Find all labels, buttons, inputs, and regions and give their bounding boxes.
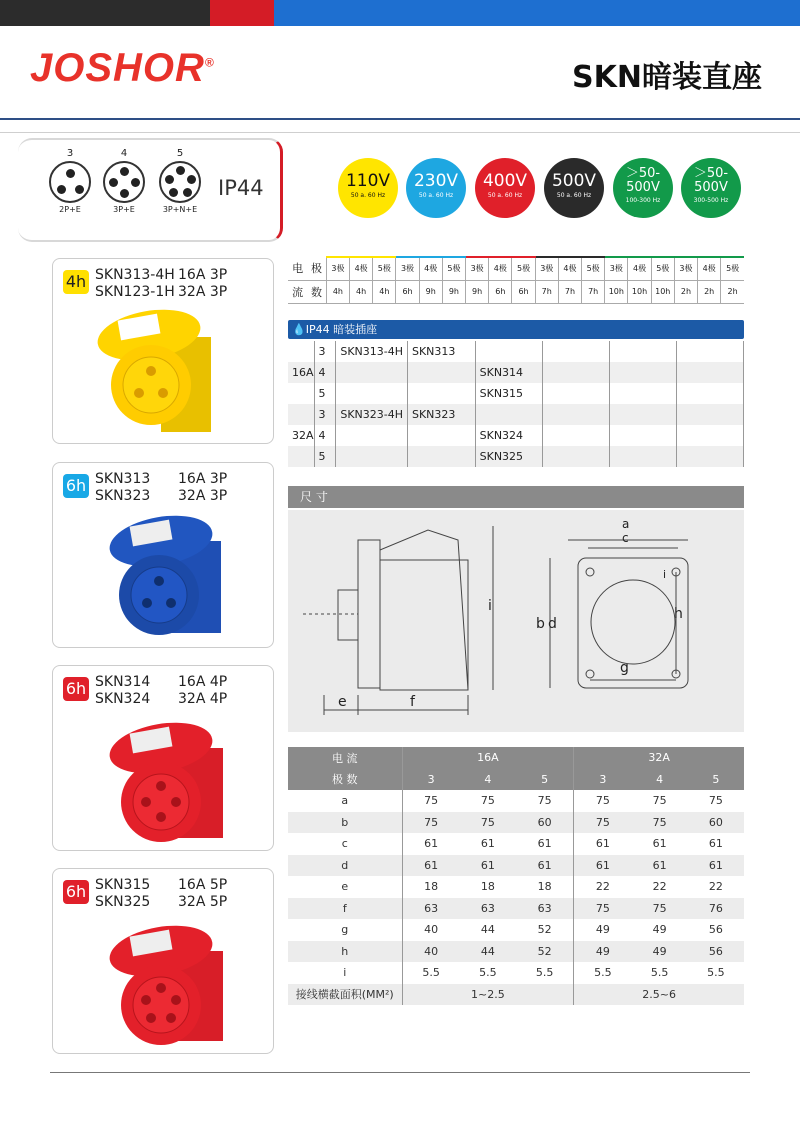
hour-cell: 7h [535, 280, 558, 303]
dims-pole-cell: 3 [574, 769, 632, 791]
model-cell-empty [677, 446, 744, 467]
model-cell: SKN325 [475, 446, 543, 467]
dims-cell: 49 [632, 941, 688, 963]
model-cell-empty [610, 446, 677, 467]
model-cell-empty [677, 404, 744, 425]
header-divider-thin [0, 132, 800, 133]
dims-row [288, 876, 744, 898]
hour-cell: 10h [605, 280, 628, 303]
hour-cell: 2h [674, 280, 697, 303]
pole-cell: 5极 [582, 257, 605, 280]
dims-cell: 56 [688, 941, 744, 963]
dims-cell: 75 [632, 812, 688, 834]
dims-row [288, 898, 744, 920]
dims-cell: 61 [516, 833, 574, 855]
dims-pole-cell: 4 [632, 769, 688, 791]
dims-cell: 75 [652, 794, 667, 808]
model-cell [475, 341, 543, 362]
pole-hour-table: 电 极 3极 4极 5极 3极 4极 5极 3极 4极 5极 3极 4极 5极 3极 4极 5极 3极 4极 5极 流 数 4h 4h 4h 6h 9h 9h 9h 6h 6h 7h 7h 7h 10h 10h 10h 2h 2h 2h [288, 256, 744, 302]
model-cell: 4 [314, 425, 336, 446]
model-cell [288, 404, 314, 425]
product-card-red-5p: 6h SKN315 SKN325 16A 5P 32A 5P [52, 868, 274, 1054]
dims-cell: g [288, 919, 402, 941]
hour-cell: 7h [558, 280, 581, 303]
footer-divider [50, 1072, 750, 1073]
model-cell: 3 [314, 404, 336, 425]
dims-cell: 75 [424, 794, 439, 808]
dims-cell: 18 [480, 880, 495, 894]
dims-cell: 44 [480, 923, 495, 937]
dims-wire-cell: 接线横截面积(MM²) [288, 984, 402, 1006]
dims-cell: c [288, 833, 402, 855]
dim-label-d: d [548, 616, 557, 632]
dims-cell: 18 [424, 880, 439, 894]
model-cell [407, 383, 475, 404]
dims-row [288, 919, 744, 941]
model-cell-empty [677, 425, 744, 446]
dims-cell: d [288, 855, 402, 877]
hour-cell: 9h [419, 280, 442, 303]
model-cell: SKN323 [407, 404, 475, 425]
dims-cell: 61 [688, 855, 744, 877]
hour-badge: 6h [63, 474, 89, 498]
model-cell: SKN323-4H [336, 404, 408, 425]
pin-5: 5 3P+N+E [156, 148, 204, 214]
dims-cell: 5.5 [650, 966, 669, 980]
model-cell: SKN314 [475, 362, 543, 383]
hour-cell: 2h [698, 280, 721, 303]
dims-cell: 61 [424, 837, 439, 851]
dims-cell: 76 [688, 898, 744, 920]
dim-label-b: b [536, 616, 545, 632]
pole-cell: 3极 [466, 257, 489, 280]
hour-cell: 7h [582, 280, 605, 303]
voltage-50-500-b: ＞50-500V 300-500 Hz [681, 158, 741, 218]
socket-red-5p-icon [91, 921, 231, 1051]
model-cell-empty [677, 362, 744, 383]
pole-cell: 4极 [419, 257, 442, 280]
model-cell-empty [543, 383, 610, 404]
pole-cell: 4极 [489, 257, 512, 280]
pole-cell: 3极 [605, 257, 628, 280]
size-header: 尺 寸 [288, 486, 744, 508]
dims-row [288, 962, 744, 984]
hour-cell: 4h [350, 280, 373, 303]
model-cell-empty [677, 341, 744, 362]
model-cell [336, 383, 408, 404]
pole-cell: 5极 [651, 257, 674, 280]
dims-row [288, 833, 744, 855]
model-cell: 32A [288, 425, 314, 446]
hour-cell: 6h [396, 280, 419, 303]
voltage-230: 230V 50 a. 60 Hz [406, 158, 466, 218]
hour-cell: 4h [373, 280, 396, 303]
model-cell-empty [677, 383, 744, 404]
model-cell: 4 [314, 362, 336, 383]
top-color-bar [0, 0, 800, 26]
dims-cell: 22 [708, 880, 723, 894]
dims-header-row [288, 747, 744, 769]
dims-cell: 5.5 [516, 962, 574, 984]
dims-pole-cell: 极 数 [288, 769, 402, 791]
dims-cell: 75 [632, 898, 688, 920]
dim-label-i: i [488, 598, 492, 614]
model-cell: SKN315 [475, 383, 543, 404]
dims-cell: 61 [595, 837, 610, 851]
dim-label-g: g [620, 660, 629, 676]
model-cell [288, 446, 314, 467]
product-card-yellow: 4h SKN313-4H SKN123-1H 16A 3P 32A 3P [52, 258, 274, 444]
model-cell-empty [543, 446, 610, 467]
dims-cell: 52 [516, 941, 574, 963]
dims-cell: a [288, 790, 402, 812]
dims-wire-row [288, 984, 744, 1006]
dims-cell: 5.5 [479, 966, 497, 980]
ip-rating: IP44 [218, 176, 264, 200]
dim-label-f: f [410, 694, 415, 710]
dim-label-c: c [622, 531, 629, 545]
dims-cell: 44 [460, 941, 516, 963]
dims-pole-cell: 4 [460, 769, 516, 791]
model-cell [336, 425, 408, 446]
model-cell: 5 [314, 446, 336, 467]
model-cell-empty [610, 341, 677, 362]
model-cell: SKN313 [407, 341, 475, 362]
dimension-diagram [288, 510, 744, 732]
pole-cell: 5极 [442, 257, 465, 280]
model-cell [336, 362, 408, 383]
pole-cell: 4极 [350, 257, 373, 280]
dims-cell: 75 [480, 794, 495, 808]
model-cell-empty [610, 425, 677, 446]
dims-poles-row [288, 769, 744, 791]
socket-5pin-icon [159, 161, 201, 203]
model-cell-empty [610, 383, 677, 404]
model-cell: SKN313-4H [336, 341, 408, 362]
dims-cell: e [288, 876, 402, 898]
dims-cell: 61 [402, 855, 460, 877]
dims-cell: 75 [595, 794, 610, 808]
model-row [288, 425, 744, 446]
model-cell [288, 383, 314, 404]
dims-cell: 5.5 [707, 966, 725, 980]
model-cell [407, 446, 475, 467]
brand-logo: JOSHOR® [30, 46, 215, 90]
dims-cell: 49 [574, 941, 632, 963]
dims-wire-cell: 2.5~6 [574, 984, 744, 1006]
hour-cell: 4h [326, 280, 349, 303]
model-row [288, 341, 744, 362]
pin-4: 4 3P+E [100, 148, 148, 214]
model-cell-empty [610, 362, 677, 383]
pole-cell: 3极 [535, 257, 558, 280]
model-cell [336, 446, 408, 467]
pole-cell: 4极 [558, 257, 581, 280]
model-cell: 5 [314, 383, 336, 404]
dims-cell: 61 [652, 837, 667, 851]
dims-cell: 60 [688, 812, 744, 834]
hour-cell: 10h [651, 280, 674, 303]
model-cell: 3 [314, 341, 336, 362]
dims-pole-cell: 5 [688, 769, 744, 791]
dims-pole-cell: 3 [402, 769, 460, 791]
hour-badge: 6h [63, 677, 89, 701]
dims-cell: 61 [708, 837, 723, 851]
dims-cell: 63 [460, 898, 516, 920]
hour-cell: 9h [442, 280, 465, 303]
hour-cell: 2h [721, 280, 744, 303]
model-cell [475, 404, 543, 425]
socket-blue-icon [91, 511, 231, 641]
dims-cell: 63 [516, 898, 574, 920]
dims-cell: 75 [402, 812, 460, 834]
voltage-110: 110V 50 a. 60 Hz [338, 158, 398, 218]
dims-cell: b [288, 812, 402, 834]
dims-cell: 61 [574, 855, 632, 877]
dims-cell: 22 [595, 880, 610, 894]
dims-cell: f [288, 898, 402, 920]
dims-cell: 61 [480, 837, 495, 851]
dims-cell: h [288, 941, 402, 963]
dim-label-e: e [338, 694, 347, 710]
pole-cell: 5极 [721, 257, 744, 280]
dim-label-i2: i [663, 568, 667, 581]
socket-red-4p-icon [91, 718, 231, 848]
dims-cell: 60 [516, 812, 574, 834]
model-row [288, 383, 744, 404]
dims-cell: 75 [708, 794, 723, 808]
dims-cell: 49 [595, 923, 610, 937]
hour-badge: 4h [63, 270, 89, 294]
dims-cell: 75 [574, 812, 632, 834]
dim-label-h: h [674, 606, 683, 622]
model-cell [407, 362, 475, 383]
model-cell [288, 341, 314, 362]
voltage-50-500-a: ＞50-500V 100-300 Hz [613, 158, 673, 218]
dims-cell: 22 [652, 880, 667, 894]
dims-cell: 63 [402, 898, 460, 920]
model-cell-empty [543, 362, 610, 383]
socket-4pin-icon [103, 161, 145, 203]
model-cell [407, 425, 475, 446]
product-card-red-4p: 6h SKN314 SKN324 16A 4P 32A 4P [52, 665, 274, 851]
dims-cell: 49 [652, 923, 667, 937]
dims-header-cell: 16A [402, 747, 574, 769]
dims-cell: 5.5 [594, 966, 612, 980]
pole-cell: 4极 [628, 257, 651, 280]
dims-cell: 40 [424, 923, 439, 937]
model-cell-empty [543, 425, 610, 446]
dims-pole-cell: 5 [516, 769, 574, 791]
dims-cell: 52 [516, 919, 574, 941]
dims-cell: 61 [516, 855, 574, 877]
product-card-blue: 6h SKN313 SKN323 16A 3P 32A 3P [52, 462, 274, 648]
dims-cell: 40 [402, 941, 460, 963]
dims-row [288, 790, 744, 812]
dims-row [288, 855, 744, 877]
dims-cell: 75 [460, 812, 516, 834]
model-cell: 16A [288, 362, 314, 383]
socket-yellow-icon [91, 307, 231, 437]
hour-cell: 9h [466, 280, 489, 303]
page-title: SKN暗装直座 [572, 60, 762, 95]
model-cell-empty [610, 404, 677, 425]
dims-cell: 5.5 [422, 966, 440, 980]
dims-wire-cell: 1~2.5 [402, 984, 574, 1006]
pole-cell: 3极 [326, 257, 349, 280]
dims-row [288, 941, 744, 963]
pole-cell: 4极 [698, 257, 721, 280]
dims-cell: i [288, 962, 402, 984]
model-row [288, 446, 744, 467]
dims-cell: 61 [632, 855, 688, 877]
voltage-500: 500V 50 a. 60 Hz [544, 158, 604, 218]
voltage-400: 400V 50 a. 60 Hz [475, 158, 535, 218]
hour-cell: 6h [512, 280, 535, 303]
dimension-drawing [288, 510, 744, 732]
socket-3pin-icon [49, 161, 91, 203]
hour-badge: 6h [63, 880, 89, 904]
dimension-table [288, 747, 744, 1005]
models-table [288, 341, 744, 467]
dims-header-cell: 电 流 [288, 747, 402, 769]
model-cell: SKN324 [475, 425, 543, 446]
pole-cell: 5极 [373, 257, 396, 280]
dims-cell: 56 [708, 923, 723, 937]
hour-cell: 6h [489, 280, 512, 303]
dims-cell: 61 [460, 855, 516, 877]
header-divider [0, 118, 800, 120]
pole-cell: 3极 [674, 257, 697, 280]
model-row [288, 362, 744, 383]
dim-label-a: a [622, 517, 630, 531]
pin-3: 3 2P+E [46, 148, 94, 214]
dims-cell: 75 [516, 790, 574, 812]
hour-cell: 10h [628, 280, 651, 303]
dims-header-cell: 32A [574, 747, 744, 769]
pole-cell: 5极 [512, 257, 535, 280]
pole-cell: 3极 [396, 257, 419, 280]
models-header: 💧IP44 暗装插座 [288, 320, 744, 339]
model-cell-empty [543, 341, 610, 362]
model-row [288, 404, 744, 425]
model-cell-empty [543, 404, 610, 425]
dims-cell: 18 [516, 876, 574, 898]
dims-cell: 75 [574, 898, 632, 920]
dims-row [288, 812, 744, 834]
